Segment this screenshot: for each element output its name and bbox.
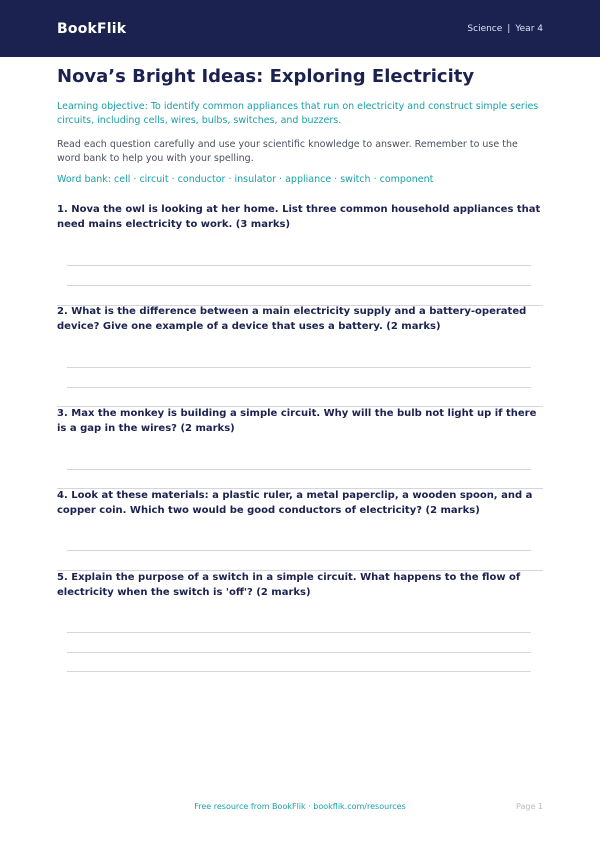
question-text: 5. Explain the purpose of a switch in a simple circuit. What happens to the flow of electricity when the switch is 'off'? (2 marks): [57, 572, 521, 598]
answer-line[interactable]: [67, 367, 531, 368]
answer-line[interactable]: [67, 387, 531, 388]
answer-line[interactable]: [67, 632, 531, 633]
answer-line[interactable]: [67, 671, 531, 672]
subject-label: Science: [467, 23, 503, 34]
meta-separator: |: [507, 23, 511, 34]
answer-line[interactable]: [67, 550, 531, 551]
question-text: 3. Max the monkey is building a simple circuit. Why will the bulb not light up if there is a gap in the wires? (2 marks): [57, 408, 537, 434]
page-number: Page 1: [516, 802, 543, 811]
question-2: [57, 304, 543, 334]
subject-year-label: [467, 24, 543, 34]
instructions-text: Read each question carefully and use your scientific knowledge to answer. Remember to use the word bank to help you with your spelling.: [57, 139, 518, 164]
year-label: Year 4: [515, 23, 543, 34]
question-3: [57, 406, 543, 436]
footer-link[interactable]: Free resource from BookFlik · bookflik.com/resources: [194, 802, 406, 811]
learning-objective: Learning objective: To identify common appliances that run on electricity and construct simple series circuits, including cells, wires, bulbs, switches, and buzzers.: [57, 101, 539, 126]
answer-line[interactable]: [67, 285, 531, 286]
answer-line[interactable]: [67, 652, 531, 653]
question-1: [57, 202, 543, 232]
question-5: [57, 570, 543, 600]
brand-logo[interactable]: BookFlik: [57, 20, 127, 37]
page-header: [0, 0, 600, 57]
question-text: 2. What is the difference between a main electricity supply and a battery-operated device? Give one example of a device that uses a battery. (2 marks): [57, 306, 527, 332]
answer-line[interactable]: [67, 469, 531, 470]
page-title: Nova’s Bright Ideas: Exploring Electricity: [57, 66, 475, 87]
word-bank: Word bank: cell · circuit · conductor · insulator · appliance · switch · component: [57, 174, 434, 185]
page-footer: [0, 802, 600, 814]
answer-line[interactable]: [67, 265, 531, 266]
question-text: 1. Nova the owl is looking at her home. List three common household appliances that need mains electricity to work. (3 marks): [57, 204, 541, 230]
question-text: 4. Look at these materials: a plastic ruler, a metal paperclip, a wooden spoon, and a copper coin. Which two would be good conductors of electricity? (2 marks): [57, 490, 533, 516]
worksheet-intro: [57, 66, 543, 187]
question-4: [57, 488, 543, 518]
